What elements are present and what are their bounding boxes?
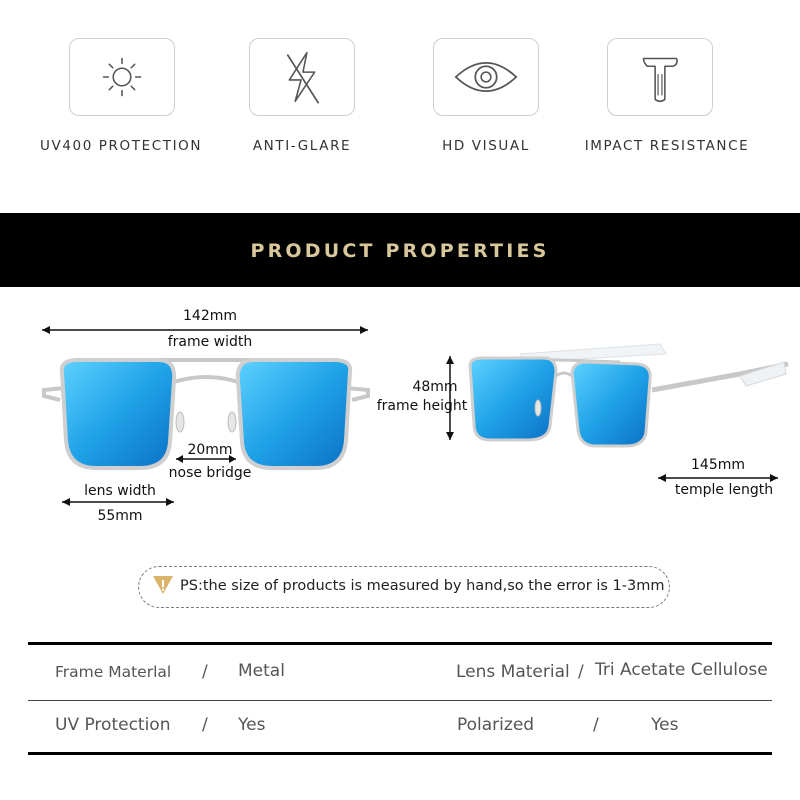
frame-width-label: frame width xyxy=(167,334,253,350)
frame-height-value: 48mm xyxy=(412,379,458,395)
banner-title: PRODUCT PROPERTIES xyxy=(250,240,550,262)
spec-label-lens-material: Lens Material xyxy=(456,662,570,682)
table-middle-rule xyxy=(28,700,772,701)
lens-width-value: 55mm xyxy=(97,508,143,524)
warning-icon xyxy=(151,573,175,597)
lens-width-label: lens width xyxy=(84,483,156,499)
nose-bridge-label: nose bridge xyxy=(168,465,252,481)
spec-label-frame-material: Frame Materlal xyxy=(55,663,172,681)
spec-separator: / xyxy=(202,715,208,735)
spec-value-lens-material: Tri Acetate Cellulose xyxy=(595,660,768,680)
note-text: PS:the size of products is measured by hand,so the error is 1-3mm xyxy=(180,578,665,594)
temple-length-value: 145mm xyxy=(691,457,745,473)
table-bottom-rule xyxy=(28,752,772,755)
eye-icon xyxy=(434,39,538,115)
spec-value-uv-protection: Yes xyxy=(238,715,266,735)
sun-icon xyxy=(70,39,174,115)
anti-glare-feature-box xyxy=(249,38,355,116)
spec-value-frame-material: Metal xyxy=(238,661,285,681)
frame-width-value: 142mm xyxy=(183,308,237,324)
spec-value-polarized: Yes xyxy=(651,715,679,735)
feature-label-hd-visual: HD VISUAL xyxy=(442,138,530,154)
spec-separator: / xyxy=(202,662,208,682)
feature-label-impact-resistance: IMPACT RESISTANCE xyxy=(584,138,750,154)
spec-label-uv-protection: UV Protection xyxy=(55,715,171,735)
table-top-rule xyxy=(28,642,772,645)
hammer-icon xyxy=(608,39,712,115)
impact-resistance-feature-box xyxy=(607,38,713,116)
spec-separator: / xyxy=(578,662,584,682)
nose-bridge-value: 20mm xyxy=(187,442,233,458)
side-view-glasses xyxy=(440,340,790,500)
anti-glare-icon xyxy=(250,39,354,115)
feature-label-uv400: UV400 PROTECTION xyxy=(40,138,203,154)
hd-visual-feature-box xyxy=(433,38,539,116)
feature-label-anti-glare: ANTI-GLARE xyxy=(252,138,352,154)
uv400-feature-box xyxy=(69,38,175,116)
frame-height-label: frame height xyxy=(376,398,468,414)
temple-length-label: temple length xyxy=(674,482,774,498)
spec-label-polarized: Polarized xyxy=(457,715,535,735)
spec-separator: / xyxy=(593,715,599,735)
